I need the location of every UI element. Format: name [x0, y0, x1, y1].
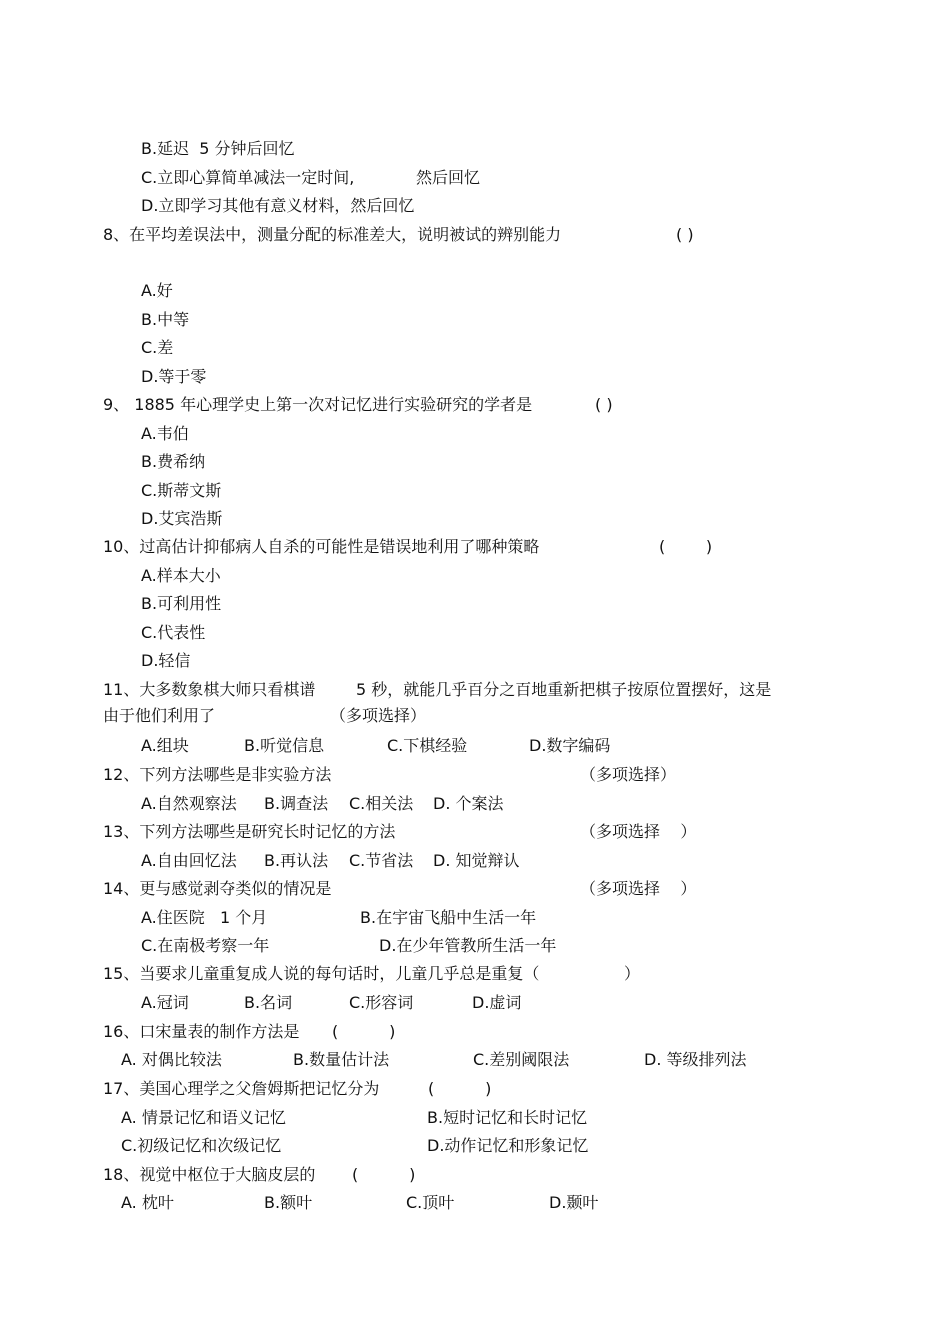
option-c-q7-cont: 然后回忆 — [416, 168, 481, 187]
option-d-q8: D.等于零 — [141, 367, 207, 386]
option-c-q9: C.斯蒂文斯 — [141, 481, 222, 500]
option-b-q11: B.听觉信息 — [244, 736, 325, 755]
option-b-q9: B.费希纳 — [141, 452, 206, 471]
option-a-q18: A. 枕叶 — [121, 1193, 174, 1212]
option-a-q10: A.样本大小 — [141, 566, 221, 585]
option-a-q9: A.韦伯 — [141, 424, 189, 443]
option-c-q7: C.立即心算简单减法一定时间, — [141, 168, 355, 187]
option-c-q12: C.相关法 — [349, 794, 414, 813]
option-b-q15: B.名词 — [244, 993, 293, 1012]
option-d-q16: D. 等级排列法 — [644, 1050, 747, 1069]
question-11-line2: 由于他们利用了 — [103, 706, 216, 725]
option-a-q17: A. 情景记忆和语义记忆 — [121, 1108, 286, 1127]
answer-blank-q17: ( ) — [428, 1079, 492, 1098]
option-d-q14: D.在少年管教所生活一年 — [379, 936, 557, 955]
option-c-q17: C.初级记忆和次级记忆 — [121, 1136, 282, 1155]
answer-blank-q8: ( ) — [676, 225, 694, 244]
option-d-q18: D.颞叶 — [549, 1193, 599, 1212]
question-8: 8、在平均差误法中，测量分配的标准差大，说明被试的辨别能力 — [103, 225, 562, 244]
option-a-q14: A.住医院 1 个月 — [141, 908, 268, 927]
question-17: 17、美国心理学之父詹姆斯把记忆分为 — [103, 1079, 380, 1098]
option-c-q13: C.节省法 — [349, 851, 414, 870]
option-b-q10: B.可利用性 — [141, 594, 222, 613]
option-a-q11: A.组块 — [141, 736, 189, 755]
question-15: 15、当要求儿童重复成人说的每句话时，儿童几乎总是重复（ — [103, 964, 540, 983]
option-b-q18: B.额叶 — [264, 1193, 313, 1212]
answer-blank-q15: ） — [624, 964, 641, 983]
question-16: 16、口宋量表的制作方法是 — [103, 1022, 300, 1041]
question-9: 9、 1885 年心理学史上第一次对记忆进行实验研究的学者是 — [103, 395, 533, 414]
multi-select-hint-q11: （多项选择） — [330, 706, 427, 725]
option-b-q14: B.在宇宙飞船中生活一年 — [360, 908, 537, 927]
question-12: 12、下列方法哪些是非实验方法 — [103, 765, 332, 784]
multi-select-hint-q12: （多项选择） — [580, 765, 677, 784]
option-c-q10: C.代表性 — [141, 623, 206, 642]
option-a-q13: A.自由回忆法 — [141, 851, 237, 870]
option-c-q15: C.形容词 — [349, 993, 414, 1012]
option-d-q9: D.艾宾浩斯 — [141, 509, 223, 528]
question-13: 13、下列方法哪些是研究长时记忆的方法 — [103, 822, 396, 841]
option-d-q13: D. 知觉辩认 — [433, 851, 520, 870]
option-d-q11: D.数字编码 — [529, 736, 611, 755]
option-b-q7: B.延迟 5 分钟后回忆 — [141, 139, 295, 158]
option-c-q14: C.在南极考察一年 — [141, 936, 270, 955]
answer-blank-q16: ( ) — [332, 1022, 396, 1041]
answer-blank-q9: ( ) — [595, 395, 613, 414]
question-14: 14、更与感觉剥夺类似的情况是 — [103, 879, 332, 898]
option-d-q12: D. 个案法 — [433, 794, 504, 813]
question-18: 18、视觉中枢位于大脑皮层的 — [103, 1165, 316, 1184]
option-d-q15: D.虚词 — [472, 993, 522, 1012]
multi-select-hint-q13: （多项选择 ） — [580, 822, 697, 841]
option-c-q18: C.顶叶 — [406, 1193, 455, 1212]
option-a-q16: A. 对偶比较法 — [121, 1050, 222, 1069]
option-b-q13: B.再认法 — [264, 851, 329, 870]
option-c-q11: C.下棋经验 — [387, 736, 468, 755]
option-a-q15: A.冠词 — [141, 993, 189, 1012]
option-a-q12: A.自然观察法 — [141, 794, 237, 813]
question-11: 11、大多数象棋大师只看棋谱 — [103, 680, 316, 699]
option-c-q16: C.差别阈限法 — [473, 1050, 570, 1069]
option-c-q8: C.差 — [141, 338, 174, 357]
question-11-cont: 5 秒，就能几乎百分之百地重新把棋子按原位置摆好，这是 — [356, 680, 772, 699]
option-b-q16: B.数量估计法 — [293, 1050, 390, 1069]
answer-blank-q10: ( ) — [659, 537, 713, 556]
option-b-q12: B.调查法 — [264, 794, 329, 813]
question-10: 10、过高估计抑郁病人自杀的可能性是错误地利用了哪种策略 — [103, 537, 540, 556]
answer-blank-q18: ( ) — [352, 1165, 416, 1184]
multi-select-hint-q14: （多项选择 ） — [580, 879, 697, 898]
option-d-q7: D.立即学习其他有意义材料，然后回忆 — [141, 196, 415, 215]
option-a-q8: A.好 — [141, 281, 173, 300]
option-d-q10: D.轻信 — [141, 651, 191, 670]
option-b-q17: B.短时记忆和长时记忆 — [427, 1108, 588, 1127]
option-b-q8: B.中等 — [141, 310, 190, 329]
option-d-q17: D.动作记忆和形象记忆 — [427, 1136, 589, 1155]
